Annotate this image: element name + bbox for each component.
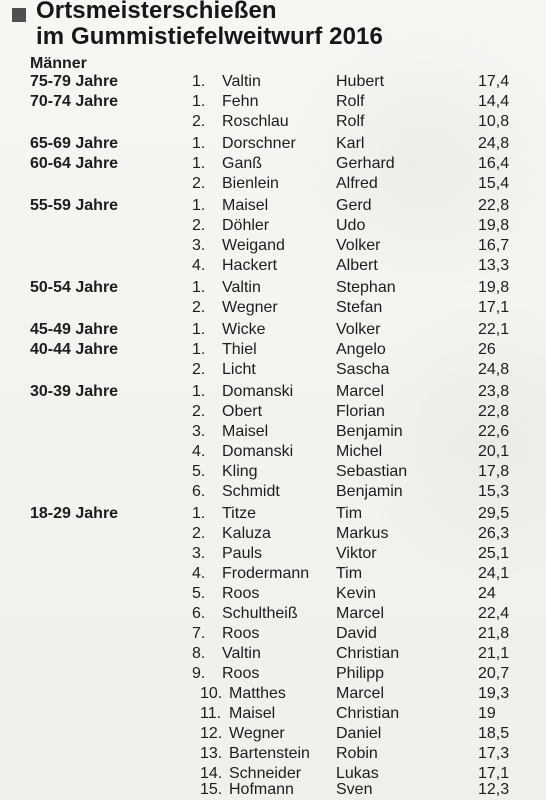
result-row [0, 544, 546, 564]
surname-text: Valtin [222, 645, 261, 662]
firstname-text: Marcel [336, 605, 385, 622]
firstname-text: Lukas [336, 765, 379, 782]
firstname-text: Volker [336, 237, 381, 254]
surname-text: Hofmann [229, 781, 294, 798]
age-group-label: 60-64 Jahre [30, 155, 119, 172]
rank-number: 11. [200, 705, 222, 722]
rank-number: 2. [192, 217, 206, 234]
firstname-text: Rolf [336, 113, 365, 130]
surname-text: Wegner [229, 725, 285, 742]
rank-number: 7. [192, 625, 206, 642]
surname-text: Roos [222, 665, 260, 682]
score-value: 10,8 [478, 113, 510, 130]
score-value: 24 [478, 585, 496, 602]
surname-text: Ganß [222, 155, 263, 172]
rank-number: 3. [192, 237, 206, 254]
result-row [0, 360, 546, 380]
surname-text: Matthes [229, 685, 286, 702]
results-list [0, 72, 546, 800]
result-row [0, 724, 546, 744]
rank-number: 3. [192, 423, 206, 440]
score-value: 24,8 [478, 135, 510, 152]
result-row [0, 92, 546, 112]
rank-number: 2. [192, 525, 206, 542]
rank-number: 1. [192, 197, 206, 214]
firstname-text: Viktor [336, 545, 377, 562]
age-group-label: 75-79 Jahre [30, 73, 119, 90]
result-row [0, 482, 546, 502]
age-group-label: 65-69 Jahre [30, 135, 119, 152]
result-row [0, 196, 546, 216]
score-value: 22,1 [478, 321, 510, 338]
firstname-text: Sebastian [336, 463, 408, 480]
score-value: 21,1 [478, 645, 510, 662]
page-title-line-1: Ortsmeisterschießen [36, 0, 277, 24]
score-value: 18,5 [478, 725, 510, 742]
surname-text: Wicke [222, 321, 266, 338]
score-value: 20,1 [478, 443, 510, 460]
result-row [0, 564, 546, 584]
result-row [0, 340, 546, 360]
rank-number: 1. [192, 93, 206, 110]
firstname-text: Marcel [336, 685, 385, 702]
surname-text: Maisel [222, 423, 269, 440]
result-row [0, 704, 546, 724]
score-value: 17,1 [478, 299, 510, 316]
firstname-text: Karl [336, 135, 365, 152]
result-row [0, 278, 546, 298]
surname-text: Domanski [222, 383, 294, 400]
surname-text: Maisel [222, 197, 269, 214]
score-value: 16,7 [478, 237, 510, 254]
rank-number: 1. [192, 135, 206, 152]
firstname-text: David [336, 625, 377, 642]
firstname-text: Udo [336, 217, 366, 234]
surname-text: Valtin [222, 73, 261, 90]
firstname-text: Sven [336, 781, 373, 798]
firstname-text: Benjamin [336, 483, 403, 500]
score-value: 16,4 [478, 155, 510, 172]
firstname-text: Rolf [336, 93, 365, 110]
rank-number: 3. [192, 545, 206, 562]
surname-text: Hackert [222, 257, 278, 274]
rank-number: 13. [200, 745, 223, 762]
score-value: 26 [478, 341, 496, 358]
rank-number: 9. [192, 665, 206, 682]
score-value: 14,4 [478, 93, 510, 110]
age-group-label: 45-49 Jahre [30, 321, 119, 338]
surname-text: Schultheiß [222, 605, 298, 622]
rank-number: 5. [192, 585, 206, 602]
rank-number: 4. [192, 257, 206, 274]
score-value: 25,1 [478, 545, 510, 562]
firstname-text: Florian [336, 403, 385, 420]
rank-number: 2. [192, 403, 206, 420]
rank-number: 5. [192, 463, 206, 480]
rank-number: 4. [192, 443, 206, 460]
firstname-text: Tim [336, 565, 363, 582]
score-value: 17,1 [478, 765, 510, 782]
surname-text: Bienlein [222, 175, 279, 192]
age-group-label: 40-44 Jahre [30, 341, 119, 358]
score-value: 19 [478, 705, 496, 722]
result-row [0, 584, 546, 604]
rank-number: 4. [192, 565, 206, 582]
surname-text: Döhler [222, 217, 270, 234]
rank-number: 2. [192, 175, 206, 192]
result-row [0, 422, 546, 442]
surname-text: Roos [222, 585, 260, 602]
surname-text: Bartenstein [229, 745, 310, 762]
firstname-text: Gerd [336, 197, 372, 214]
surname-text: Fehn [222, 93, 259, 110]
firstname-text: Sascha [336, 361, 390, 378]
category-label: Männer [30, 55, 87, 72]
result-row [0, 504, 546, 524]
firstname-text: Daniel [336, 725, 382, 742]
surname-text: Weigand [222, 237, 285, 254]
result-row [0, 382, 546, 402]
result-row [0, 644, 546, 664]
score-value: 13,3 [478, 257, 510, 274]
score-value: 15,4 [478, 175, 510, 192]
rank-number: 1. [192, 279, 206, 296]
firstname-text: Tim [336, 505, 363, 522]
result-row [0, 624, 546, 644]
surname-text: Pauls [222, 545, 263, 562]
score-value: 22,8 [478, 197, 510, 214]
score-value: 24,8 [478, 361, 510, 378]
result-row [0, 320, 546, 340]
title-marker-square [12, 8, 26, 22]
result-row [0, 604, 546, 624]
score-value: 29,5 [478, 505, 510, 522]
score-value: 19,8 [478, 217, 510, 234]
surname-text: Schneider [229, 765, 302, 782]
firstname-text: Alfred [336, 175, 378, 192]
surname-text: Kaluza [222, 525, 271, 542]
surname-text: Licht [222, 361, 256, 378]
age-group-label: 50-54 Jahre [30, 279, 119, 296]
score-value: 22,8 [478, 403, 510, 420]
rank-number: 1. [192, 383, 206, 400]
score-value: 12,3 [478, 781, 510, 798]
surname-text: Domanski [222, 443, 294, 460]
rank-number: 2. [192, 299, 206, 316]
rank-number: 6. [192, 605, 206, 622]
rank-number: 10. [200, 685, 223, 702]
score-value: 26,3 [478, 525, 510, 542]
rank-number: 6. [192, 483, 206, 500]
result-row [0, 462, 546, 482]
rank-number: 15. [200, 781, 223, 798]
rank-number: 12. [200, 725, 223, 742]
rank-number: 2. [192, 113, 206, 130]
result-row [0, 664, 546, 684]
rank-number: 14. [200, 765, 223, 782]
surname-text: Roschlau [222, 113, 289, 130]
result-row [0, 236, 546, 256]
score-value: 15,3 [478, 483, 510, 500]
result-row [0, 256, 546, 276]
rank-number: 2. [192, 361, 206, 378]
result-row [0, 134, 546, 154]
page-title-line-2: im Gummistiefelweitwurf 2016 [36, 23, 383, 50]
result-row [0, 402, 546, 422]
rank-number: 1. [192, 505, 206, 522]
surname-text: Obert [222, 403, 263, 420]
firstname-text: Christian [336, 705, 400, 722]
score-value: 17,3 [478, 745, 510, 762]
rank-number: 1. [192, 341, 206, 358]
score-value: 22,6 [478, 423, 510, 440]
surname-text: Kling [222, 463, 258, 480]
score-value: 23,8 [478, 383, 510, 400]
score-value: 17,4 [478, 73, 510, 90]
surname-text: Titze [222, 505, 257, 522]
surname-text: Frodermann [222, 565, 310, 582]
score-value: 17,8 [478, 463, 510, 480]
firstname-text: Hubert [336, 73, 385, 90]
score-value: 20,7 [478, 665, 510, 682]
result-row [0, 72, 546, 92]
firstname-text: Kevin [336, 585, 377, 602]
result-row [0, 112, 546, 132]
surname-text: Wegner [222, 299, 278, 316]
surname-text: Valtin [222, 279, 261, 296]
firstname-text: Markus [336, 525, 389, 542]
firstname-text: Philipp [336, 665, 385, 682]
rank-number: 8. [192, 645, 206, 662]
score-value: 19,8 [478, 279, 510, 296]
score-value: 21,8 [478, 625, 510, 642]
firstname-text: Angelo [336, 341, 386, 358]
score-value: 19,3 [478, 685, 510, 702]
surname-text: Schmidt [222, 483, 280, 500]
firstname-text: Volker [336, 321, 381, 338]
rank-number: 1. [192, 73, 206, 90]
result-row [0, 744, 546, 764]
firstname-text: Christian [336, 645, 400, 662]
score-value: 22,4 [478, 605, 510, 622]
age-group-label: 30-39 Jahre [30, 383, 119, 400]
surname-text: Thiel [222, 341, 257, 358]
age-group-label: 18-29 Jahre [30, 505, 119, 522]
age-group-label: 55-59 Jahre [30, 197, 119, 214]
firstname-text: Michel [336, 443, 383, 460]
firstname-text: Stefan [336, 299, 383, 316]
firstname-text: Benjamin [336, 423, 403, 440]
score-value: 24,1 [478, 565, 510, 582]
result-row [0, 684, 546, 704]
firstname-text: Gerhard [336, 155, 395, 172]
rank-number: 1. [192, 321, 206, 338]
surname-text: Dorschner [222, 135, 296, 152]
result-row [0, 298, 546, 318]
age-group-label: 70-74 Jahre [30, 93, 119, 110]
result-row [0, 174, 546, 194]
firstname-text: Albert [336, 257, 378, 274]
result-row [0, 780, 546, 800]
firstname-text: Robin [336, 745, 378, 762]
result-row [0, 524, 546, 544]
firstname-text: Stephan [336, 279, 396, 296]
result-row [0, 216, 546, 236]
surname-text: Maisel [229, 705, 276, 722]
surname-text: Roos [222, 625, 260, 642]
result-row [0, 442, 546, 462]
result-row [0, 154, 546, 174]
rank-number: 1. [192, 155, 206, 172]
firstname-text: Marcel [336, 383, 385, 400]
